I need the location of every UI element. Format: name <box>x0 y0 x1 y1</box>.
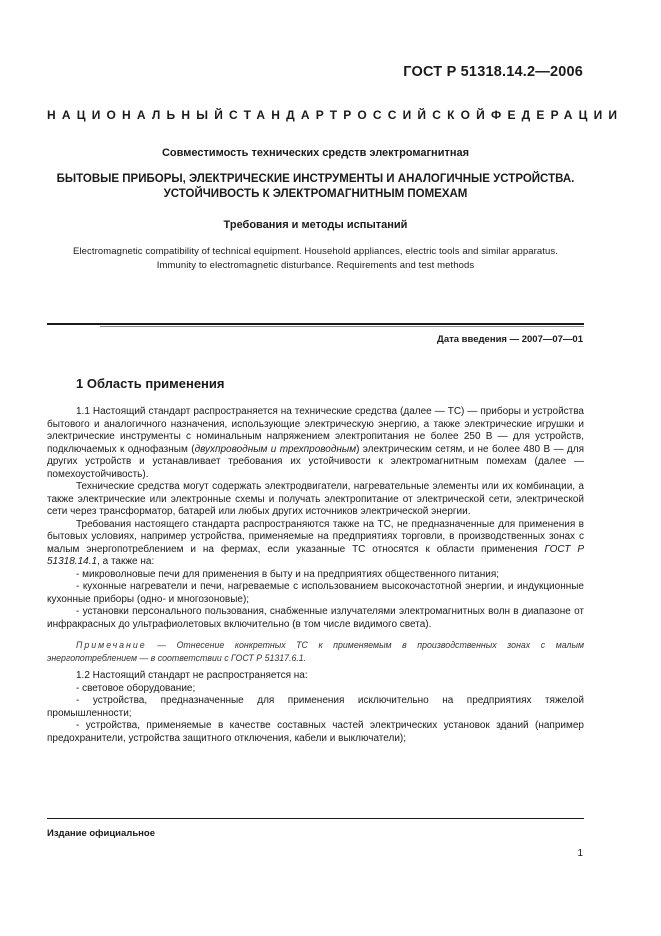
english-title-line-2: Immunity to electromagnetic disturbance. Requirements and test methods <box>156 260 475 271</box>
note: Примечание — Отнесение конкретных ТС к применяемым в производственных зонах с малым энергопотреблением — в соответствии с ГОСТ Р 51317.6.1. <box>47 640 584 663</box>
english-title <box>47 245 584 273</box>
national-word-3: РОССИЙСКОЙ <box>343 108 492 122</box>
main-title-line-2: УСТОЙЧИВОСТЬ К ЭЛЕКТРОМАГНИТНЫМ ПОМЕХАМ <box>163 188 468 200</box>
main-title-line-1: БЫТОВЫЕ ПРИБОРЫ, ЭЛЕКТРИЧЕСКИЕ ИНСТРУМЕНТЫ И АНАЛОГИЧНЫЕ УСТРОЙСТВА. <box>56 173 575 185</box>
national-word-1: НАЦИОНАЛЬНЫЙ <box>47 108 230 122</box>
section-title: 1 Область применения <box>76 376 225 391</box>
national-word-2: СТАНДАРТ <box>229 108 344 122</box>
list-item: - установки персонального пользования, снабженные излучателями электромагнитных волн в диапазоне от инфракрасных до ультрафиолетовых включительно (в том числе видимого света). <box>47 606 584 630</box>
list-item: - световое оборудование; <box>76 682 196 694</box>
requirements-subtitle: Требования и методы испытаний <box>223 219 408 231</box>
compatibility-subtitle: Совместимость технических средств электромагнитная <box>161 147 470 159</box>
page-number: 1 <box>577 848 583 859</box>
header-divider <box>47 323 584 325</box>
list-item: - устройства, предназначенные для применения исключительно на предприятиях тяжелой промышленности; <box>47 695 584 719</box>
paragraph-equipment: Технические средства могут содержать электродвигатели, нагревательные элементы или их комбинации, а также электрические или электронные схемы и получать электропитание от электрической сети, электрической сети через трансформатор, батарей или любых других источников электрической энергии. <box>47 481 584 517</box>
header-divider-thin <box>100 326 584 327</box>
main-title <box>47 172 584 202</box>
national-standard-heading <box>47 108 624 122</box>
paragraph-requirements: Требования настоящего стандарта распространяются также на ТС, не предназначенные для применения в бытовых условиях, например устройства, применяемые на предприятиях торговли, в производственных зонах с малым энергопотреблением и на фермах, если указанные ТС относятся к области применения ГОСТ Р 51318.14.1, а также на: <box>47 518 584 567</box>
paragraph-1-1: 1.1 Настоящий стандарт распространяется на технические средства (далее — ТС) — приборы и устройства бытового и аналогичного назначения, использующие электрическую энергию, а также электрические игрушки и электрические инструменты с номинальным напряжением электропитания не более 250 В — для устройств, подключаемых к однофазным (двухпроводным и трехпроводным) электрическим сетям, и не более 480 В — для других устройств и устанавливает требования их устойчивости к электромагнитным помехам (далее — помехоустойчивость). <box>47 406 584 480</box>
document-number: ГОСТ Р 51318.14.2—2006 <box>403 64 583 80</box>
list-item: - микроволновые печи для применения в быту и на предприятиях общественного питания; <box>76 568 500 580</box>
section-body <box>47 406 584 745</box>
footer-divider <box>47 818 584 819</box>
list-item: - устройства, применяемые в качестве составных частей электрических установок зданий (например предохранители, устройства защитного отключения, кабели и выключатели); <box>47 720 584 744</box>
english-title-line-1: Electromagnetic compatibility of technical equipment. Household appliances, electric tools and similar apparatus. <box>73 246 558 257</box>
list-item: - кухонные нагреватели и печи, нагреваемые с использованием высокочастотной энергии, и индукционные кухонные приборы (одно- и многозоновые); <box>47 581 584 605</box>
introduction-date: Дата введения — 2007—07—01 <box>437 334 583 345</box>
paragraph-1-2: 1.2 Настоящий стандарт не распространяется на: <box>76 670 308 681</box>
official-edition-label: Издание официальное <box>47 828 155 839</box>
national-word-4: ФЕДЕРАЦИИ <box>491 108 624 122</box>
